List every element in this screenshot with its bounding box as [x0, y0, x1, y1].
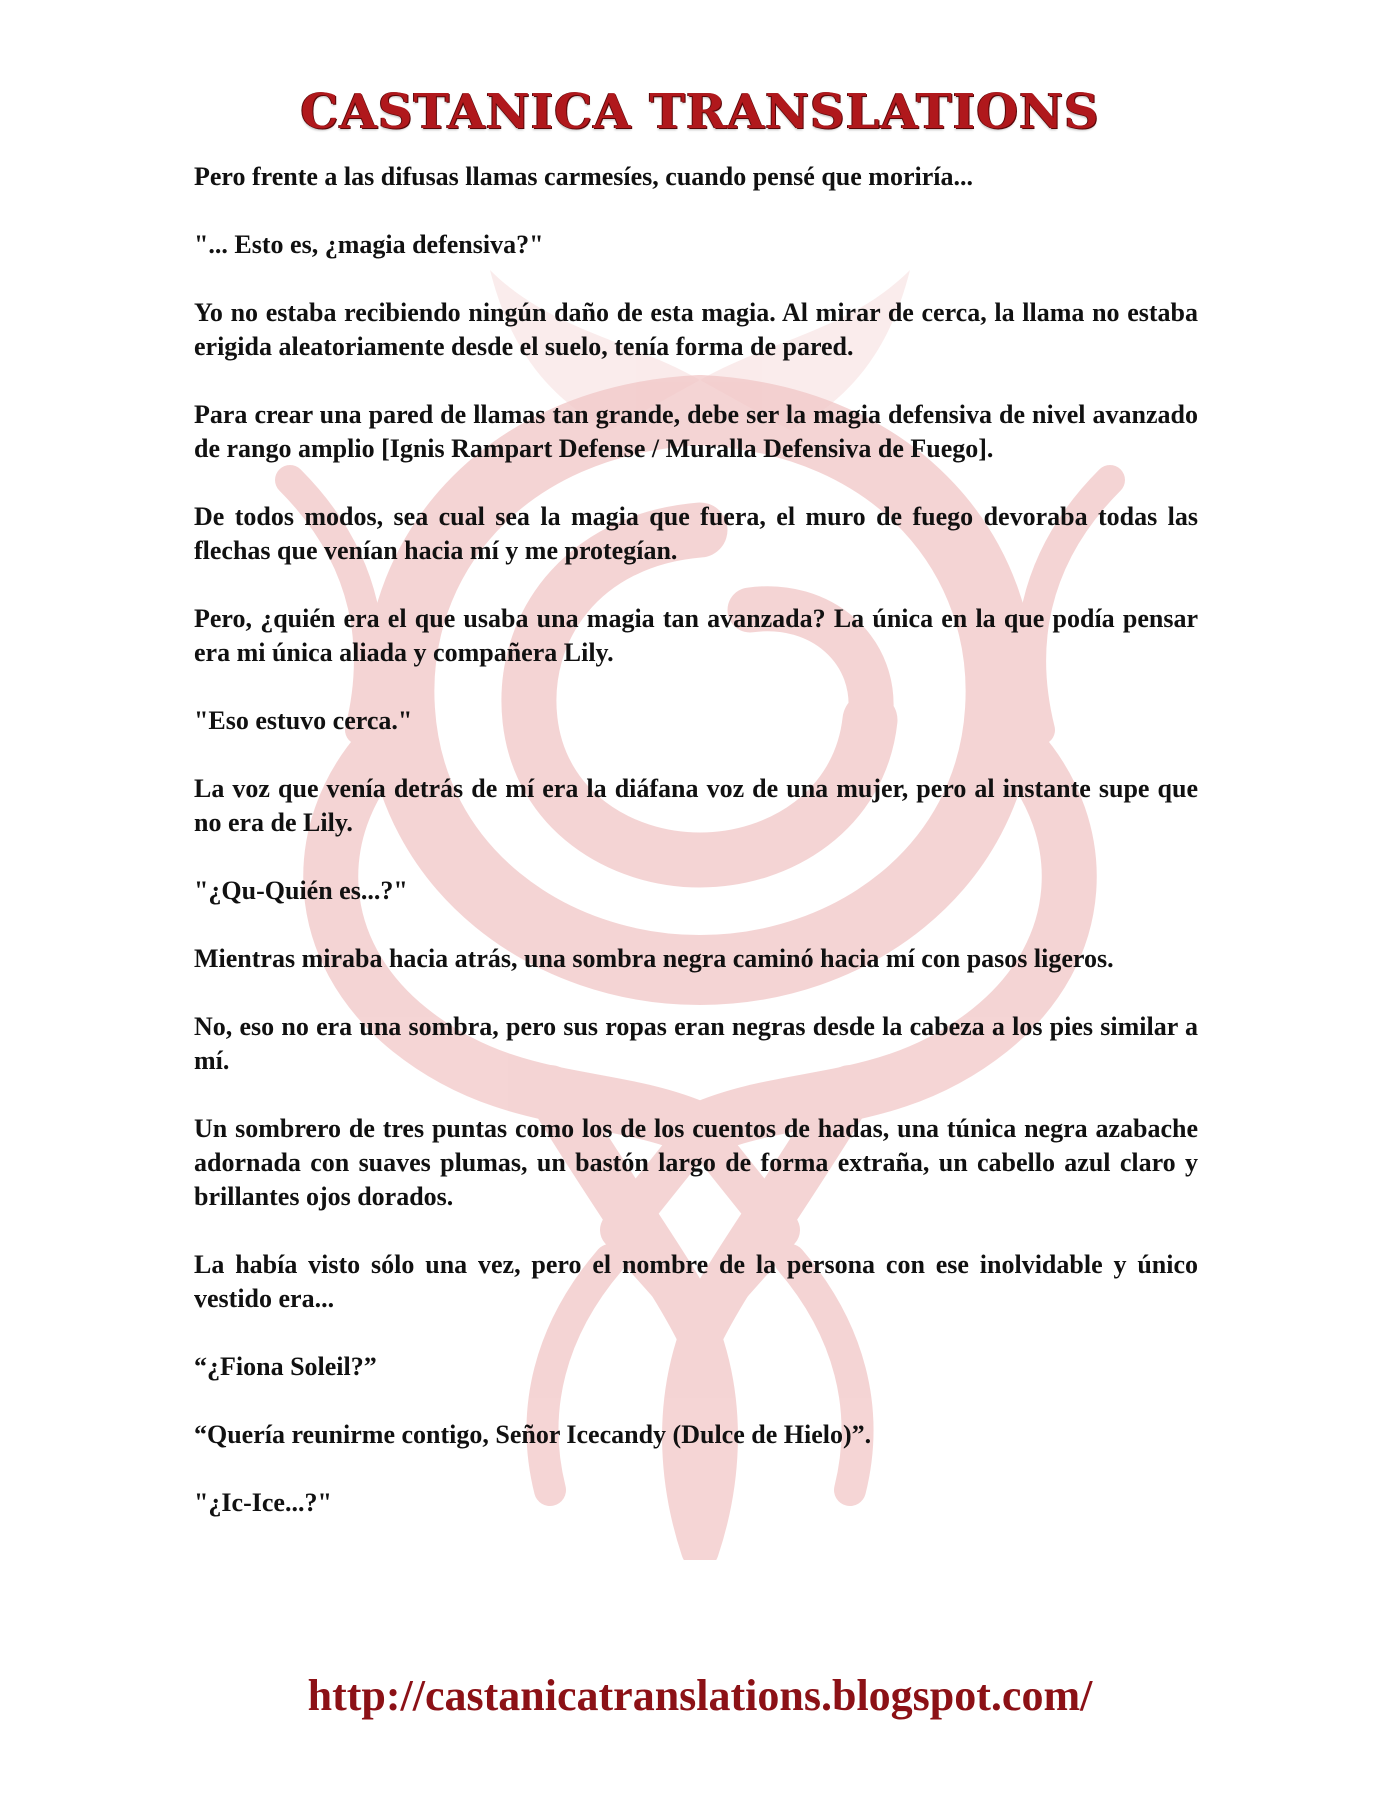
paragraph: La había visto sólo una vez, pero el nombre de la persona con ese inolvidable y único vestido era... [194, 1250, 1198, 1313]
paragraph: “Quería reunirme contigo, Señor Icecandy (Dulce de Hielo)”. [194, 1420, 872, 1449]
paragraph: "¿Qu-Quién es...?" [194, 876, 408, 905]
paragraph: No, eso no era una sombra, pero sus ropas eran negras desde la cabeza a los pies similar a mí. [194, 1012, 1198, 1075]
paragraph: Pero, ¿quién era el que usaba una magia tan avanzada? La única en la que podía pensar era mi única aliada y compañera Lily. [194, 604, 1198, 667]
paragraph: Para crear una pared de llamas tan grande, debe ser la magia defensiva de nivel avanzado de rango amplio [Ignis Rampart Defense / Muralla Defensiva de Fuego]. [194, 400, 1198, 463]
footer-blog-url: http://castanicatranslations.blogspot.com/ [307, 1671, 1093, 1720]
document-body [194, 160, 1198, 1554]
paragraph: Un sombrero de tres puntas como los de los cuentos de hadas, una túnica negra azabache adornada con suaves plumas, un bastón largo de forma extraña, un cabello azul claro y brillantes ojos dorados. [194, 1114, 1198, 1211]
paragraph: La voz que venía detrás de mí era la diáfana voz de una mujer, pero al instante supe que no era de Lily. [194, 774, 1198, 837]
paragraph: De todos modos, sea cual sea la magia que fuera, el muro de fuego devoraba todas las flechas que venían hacia mí y me protegían. [194, 502, 1198, 565]
paragraph: Pero frente a las difusas llamas carmesíes, cuando pensé que moriría... [194, 162, 973, 191]
paragraph: "Eso estuvo cerca." [194, 706, 413, 735]
paragraph: "... Esto es, ¿magia defensiva?" [194, 230, 544, 259]
paragraph: Yo no estaba recibiendo ningún daño de esta magia. Al mirar de cerca, la llama no estaba erigida aleatoriamente desde el suelo, tenía forma de pared. [194, 298, 1198, 361]
paragraph: Mientras miraba hacia atrás, una sombra negra caminó hacia mí con pasos ligeros. [194, 944, 1114, 973]
site-title: CASTANICA TRANSLATIONS [300, 84, 1100, 140]
paragraph: “¿Fiona Soleil?” [194, 1352, 377, 1381]
paragraph: "¿Ic-Ice...?" [194, 1488, 332, 1517]
